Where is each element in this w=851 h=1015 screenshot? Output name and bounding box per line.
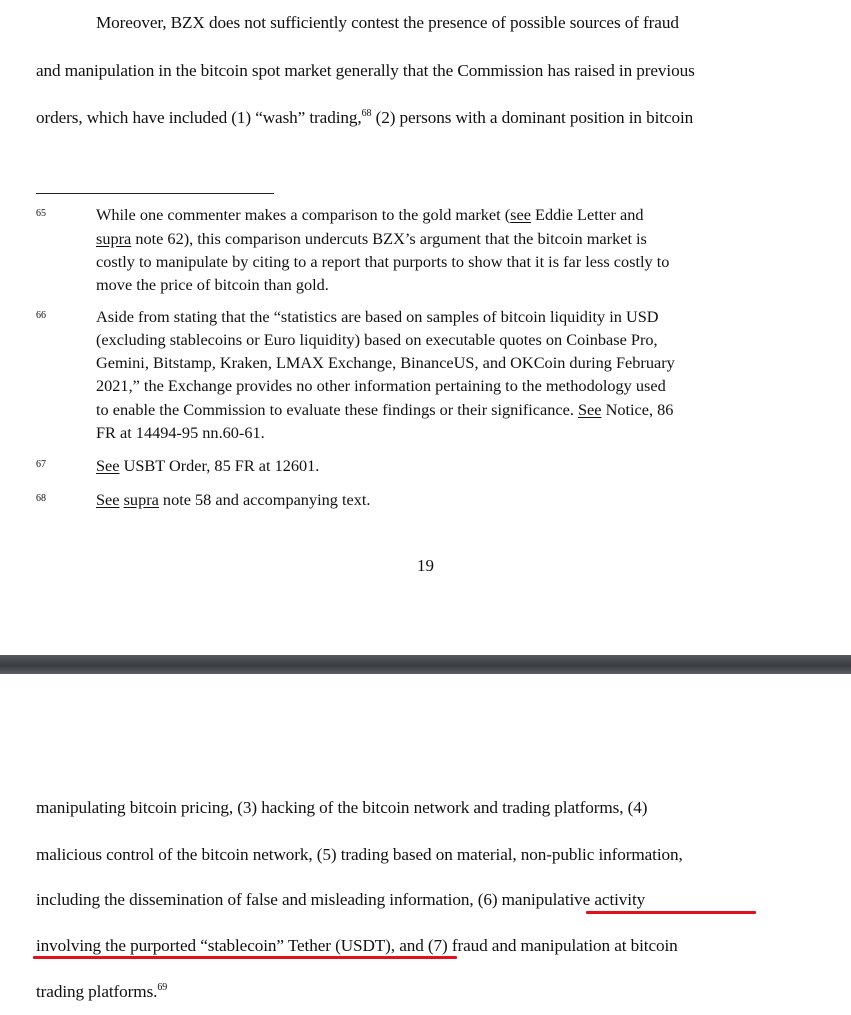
footnote-line	[96, 490, 370, 509]
body-line-8	[36, 982, 167, 1002]
body-line-3-text: orders, which have included (1) “wash” trading,	[36, 108, 362, 127]
footnote-line: (excluding stablecoins or Euro liquidity) based on executable quotes on Coinbase Pro,	[96, 330, 658, 349]
citation-see: see	[510, 205, 531, 224]
footnote-line	[96, 229, 647, 248]
footnote-text: to enable the Commission to evaluate these findings or their significance.	[96, 400, 578, 419]
footnote-line: Gemini, Bitstamp, Kraken, LMAX Exchange, BinanceUS, and OKCoin during February	[96, 353, 675, 372]
body-line-4: manipulating bitcoin pricing, (3) hacking of the bitcoin network and trading platforms, (4)	[36, 798, 648, 817]
footnote-line: 2021,” the Exchange provides no other information pertaining to the methodology used	[96, 376, 666, 395]
citation-supra: supra	[96, 229, 132, 248]
citation-see: See	[96, 490, 120, 509]
body-line-8-text: trading platforms.	[36, 982, 158, 1001]
citation-supra: supra	[123, 490, 159, 509]
footnote-ref-68: 68	[361, 108, 372, 119]
footnote-line: Aside from stating that the “statistics are based on samples of bitcoin liquidity in USD	[96, 307, 659, 326]
body-line-6: including the dissemination of false and misleading information, (6) manipulative activity	[36, 890, 646, 909]
highlight-underline-1	[586, 911, 756, 914]
footnote-text: While one commenter makes a comparison to the gold market (	[96, 205, 511, 224]
highlight-underline-2	[33, 956, 457, 959]
footnote-line: move the price of bitcoin than gold.	[96, 275, 329, 294]
body-line-3	[36, 108, 693, 128]
footnote-line	[96, 205, 644, 224]
footnote-number: 65	[36, 208, 46, 219]
footnote-number: 68	[36, 493, 46, 504]
footnote-text: note 58 and accompanying text.	[158, 490, 371, 509]
footnote-line: FR at 14494-95 nn.60-61.	[96, 423, 265, 442]
footnote-text: Notice, 86	[601, 400, 674, 419]
page-divider	[0, 655, 851, 674]
body-line-1: Moreover, BZX does not sufficiently contest the presence of possible sources of fraud	[96, 13, 679, 32]
page-number: 19	[417, 556, 434, 575]
citation-see: See	[96, 456, 120, 475]
footnote-line	[96, 456, 319, 475]
footnote-text: note 62), this comparison undercuts BZX’s argument that the bitcoin market is	[131, 229, 647, 248]
body-line-3-rest: (2) persons with a dominant position in bitcoin	[371, 108, 694, 127]
footnote-line	[96, 400, 673, 419]
footnote-separator	[36, 193, 274, 194]
footnote-number: 66	[36, 310, 46, 321]
body-line-7: involving the purported “stablecoin” Tether (USDT), and (7) fraud and manipulation at bitcoin	[36, 936, 678, 955]
body-line-5: malicious control of the bitcoin network, (5) trading based on material, non-public information,	[36, 845, 683, 864]
footnote-text: USBT Order, 85 FR at 12601.	[119, 456, 320, 475]
footnote-ref-69: 69	[157, 982, 168, 993]
footnote-line: costly to manipulate by citing to a report that purports to show that it is far less costly to	[96, 252, 670, 271]
footnote-text: Eddie Letter and	[530, 205, 644, 224]
body-line-2: and manipulation in the bitcoin spot market generally that the Commission has raised in previous	[36, 61, 695, 80]
footnote-number: 67	[36, 459, 46, 470]
citation-see: See	[577, 400, 602, 419]
